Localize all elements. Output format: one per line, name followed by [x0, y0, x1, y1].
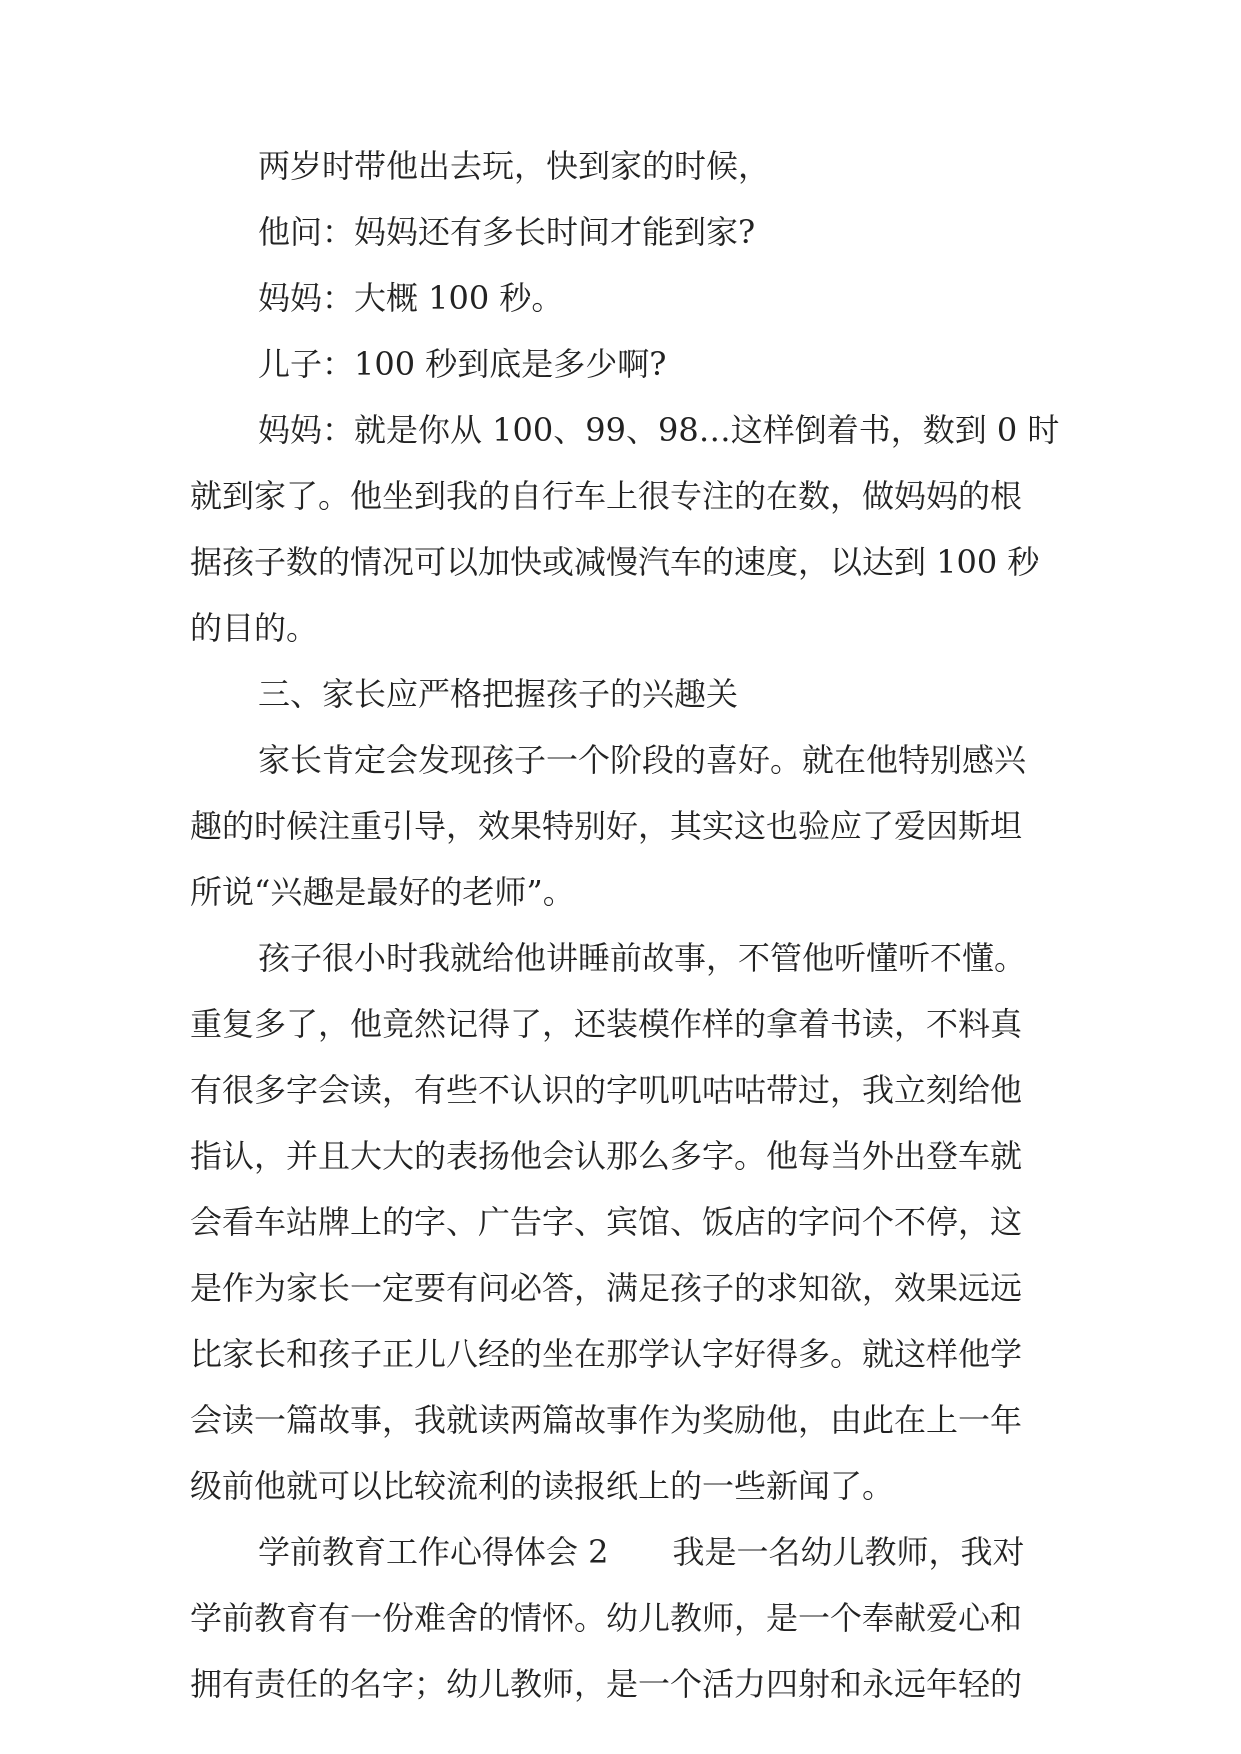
text-line: 的目的。	[190, 609, 319, 647]
text-line: 趣的时候注重引导，效果特别好，其实这也验应了爱因斯坦	[190, 807, 1023, 845]
text-line: 学前教育工作心得体会 2 我是一名幼儿教师，我对	[258, 1533, 1025, 1571]
text-line: 拥有责任的名字；幼儿教师，是一个活力四射和永远年轻的	[190, 1665, 1023, 1703]
text-line: 儿子：100 秒到底是多少啊?	[258, 345, 667, 383]
text-line: 据孩子数的情况可以加快或减慢汽车的速度，以达到 100 秒	[190, 543, 1040, 581]
text-line: 所说“兴趣是最好的老师”。	[190, 873, 575, 911]
text-line: 就到家了。他坐到我的自行车上很专注的在数，做妈妈的根	[190, 477, 1023, 515]
text-line: 妈妈：就是你从 100、99、98…这样倒着书，数到 0 时	[258, 411, 1060, 449]
text-line: 妈妈：大概 100 秒。	[258, 279, 564, 317]
text-line: 有很多字会读，有些不认识的字叽叽咕咕带过，我立刻给他	[190, 1071, 1023, 1109]
text-line: 是作为家长一定要有问必答，满足孩子的求知欲，效果远远	[190, 1269, 1023, 1307]
section-heading: 三、家长应严格把握孩子的兴趣关	[258, 675, 739, 713]
text-line: 他问：妈妈还有多长时间才能到家?	[258, 213, 756, 251]
text-line: 级前他就可以比较流利的读报纸上的一些新闻了。	[190, 1467, 895, 1505]
text-line: 家长肯定会发现孩子一个阶段的喜好。就在他特别感兴	[258, 741, 1027, 779]
text-line: 孩子很小时我就给他讲睡前故事，不管他听懂听不懂。	[258, 939, 1027, 977]
text-line: 会看车站牌上的字、广告字、宾馆、饭店的字问个不停，这	[190, 1203, 1023, 1241]
text-line: 比家长和孩子正儿八经的坐在那学认字好得多。就这样他学	[190, 1335, 1023, 1373]
text-line: 学前教育有一份难舍的情怀。幼儿教师，是一个奉献爱心和	[190, 1599, 1023, 1637]
text-line: 重复多了，他竟然记得了，还装模作样的拿着书读，不料真	[190, 1005, 1023, 1043]
text-line: 两岁时带他出去玩，快到家的时候，	[258, 147, 771, 185]
text-line: 指认，并且大大的表扬他会认那么多字。他每当外出登车就	[190, 1137, 1023, 1175]
text-line: 会读一篇故事，我就读两篇故事作为奖励他，由此在上一年	[190, 1401, 1023, 1439]
